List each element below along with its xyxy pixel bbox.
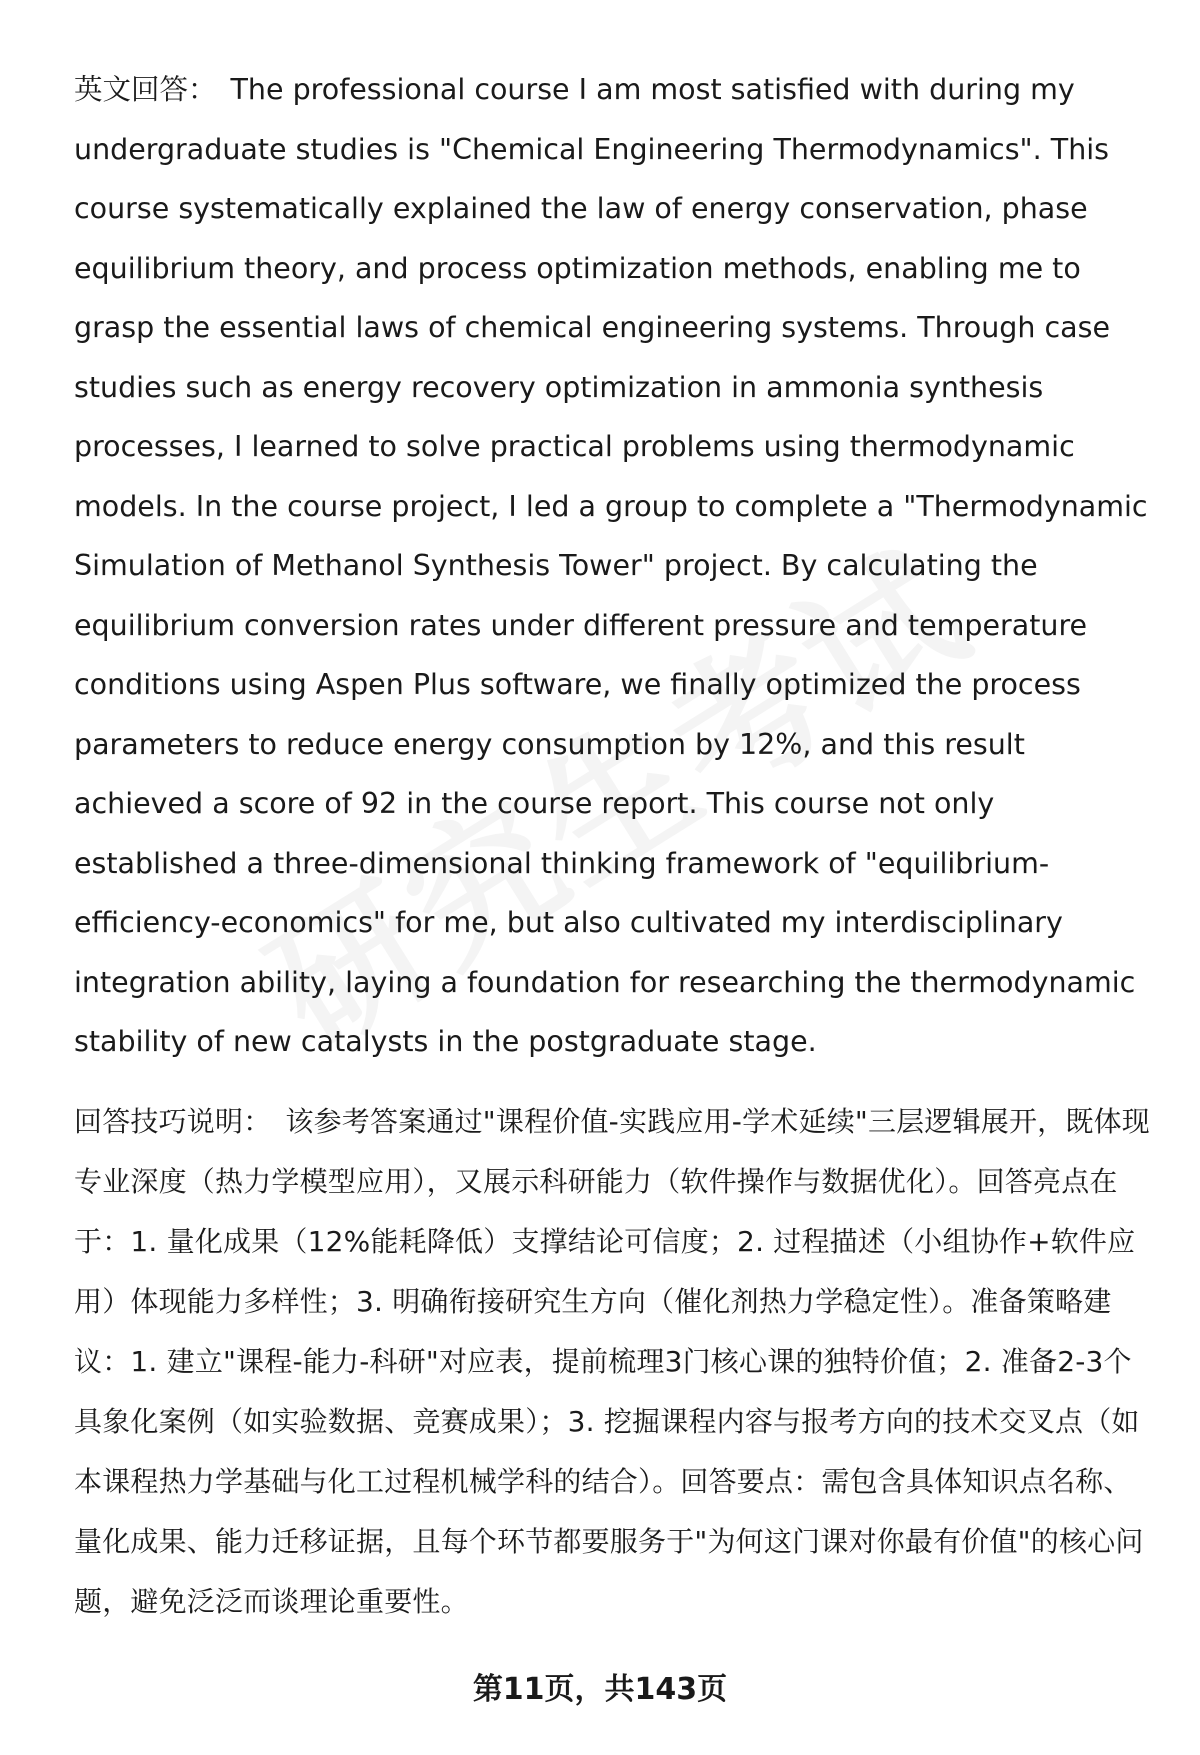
answer-tips-text: 该参考答案通过"课程价值-实践应用-学术延续"三层逻辑展开，既体现专业深度（热力学模型应用），又展示科研能力（软件操作与数据优化）。回答亮点在于：1. 量化成果（12%能耗降低）支撑结论可信度；2. 过程描述（小组协作+软件应用）体现能力多样性；3. 明确衔接研究生方向（催化剂热力学稳定性）。准备策略建议：1. 建立"课程-能力-科研"对应表，提前梳理3门核心课的独特价值；2. 准备2-3个具象化案例（如实验数据、竞赛成果）；3. 挖掘课程内容与报考方向的技术交叉点（如本课程热力学基础与化工过程机械学科的结合）。回答要点：需包含具体知识点名称、量化成果、能力迁移证据，且每个环节都要服务于"为何这门课对你最有价值"的核心问题，避免泛泛而谈理论重要性。	[74, 1105, 1150, 1618]
page-number: 第11页，共143页	[472, 1672, 728, 1707]
english-answer-paragraph	[74, 60, 1154, 1072]
answer-tips-paragraph	[74, 1092, 1154, 1632]
answer-tips-label: 回答技巧说明：	[74, 1105, 272, 1138]
english-answer-label: 英文回答：	[74, 73, 217, 106]
english-answer-text: The professional course I am most satisfied with during my undergraduate studies is "Chemical Engineering Thermodynamics". This course systematically explained the law of energy conservation, phase equilibrium theory, and process optimization methods, enabling me to grasp the essential laws of chemical engineering systems. Through case studies such as energy recovery optimization in ammonia synthesis processes, I learned to solve practical problems using thermodynamic models. In the course project, I led a group to complete a "Thermodynamic Simulation of Methanol Synthesis Tower" project. By calculating the equilibrium conversion rates under different pressure and temperature conditions using Aspen Plus software, we finally optimized the process parameters to reduce energy consumption by 12%, and this result achieved a score of 92 in the course report. This course not only established a three-dimensional thinking framework of "equilibrium-efficiency-economics" for me, but also cultivated my interdisciplinary integration ability, laying a foundation for researching the thermodynamic stability of new catalysts in the postgraduate stage.	[74, 73, 1148, 1058]
